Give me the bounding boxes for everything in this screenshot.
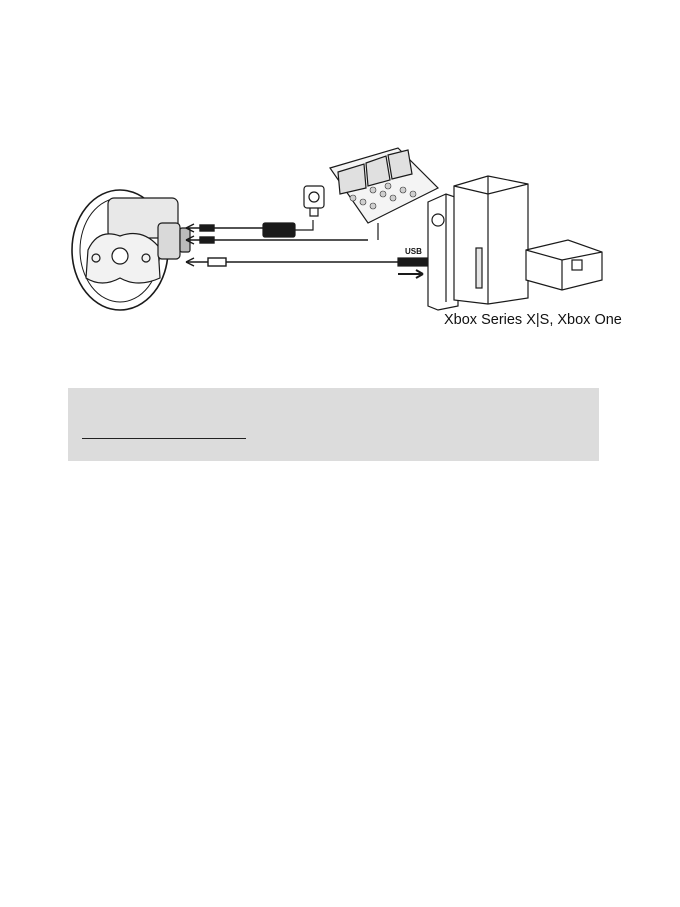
usb-connector-icon [398, 247, 430, 278]
xbox-series-x-icon [454, 176, 528, 304]
racing-wheel-icon [72, 190, 190, 310]
power-adapter-icon [263, 186, 324, 237]
pedals-icon [330, 148, 438, 240]
svg-text:USB: USB [405, 247, 422, 256]
xbox-one-icon [526, 240, 602, 290]
note-box [68, 388, 599, 461]
figure-caption: Xbox Series X|S, Xbox One [444, 312, 622, 328]
underline-rule [82, 438, 246, 439]
connection-diagram [68, 128, 614, 340]
